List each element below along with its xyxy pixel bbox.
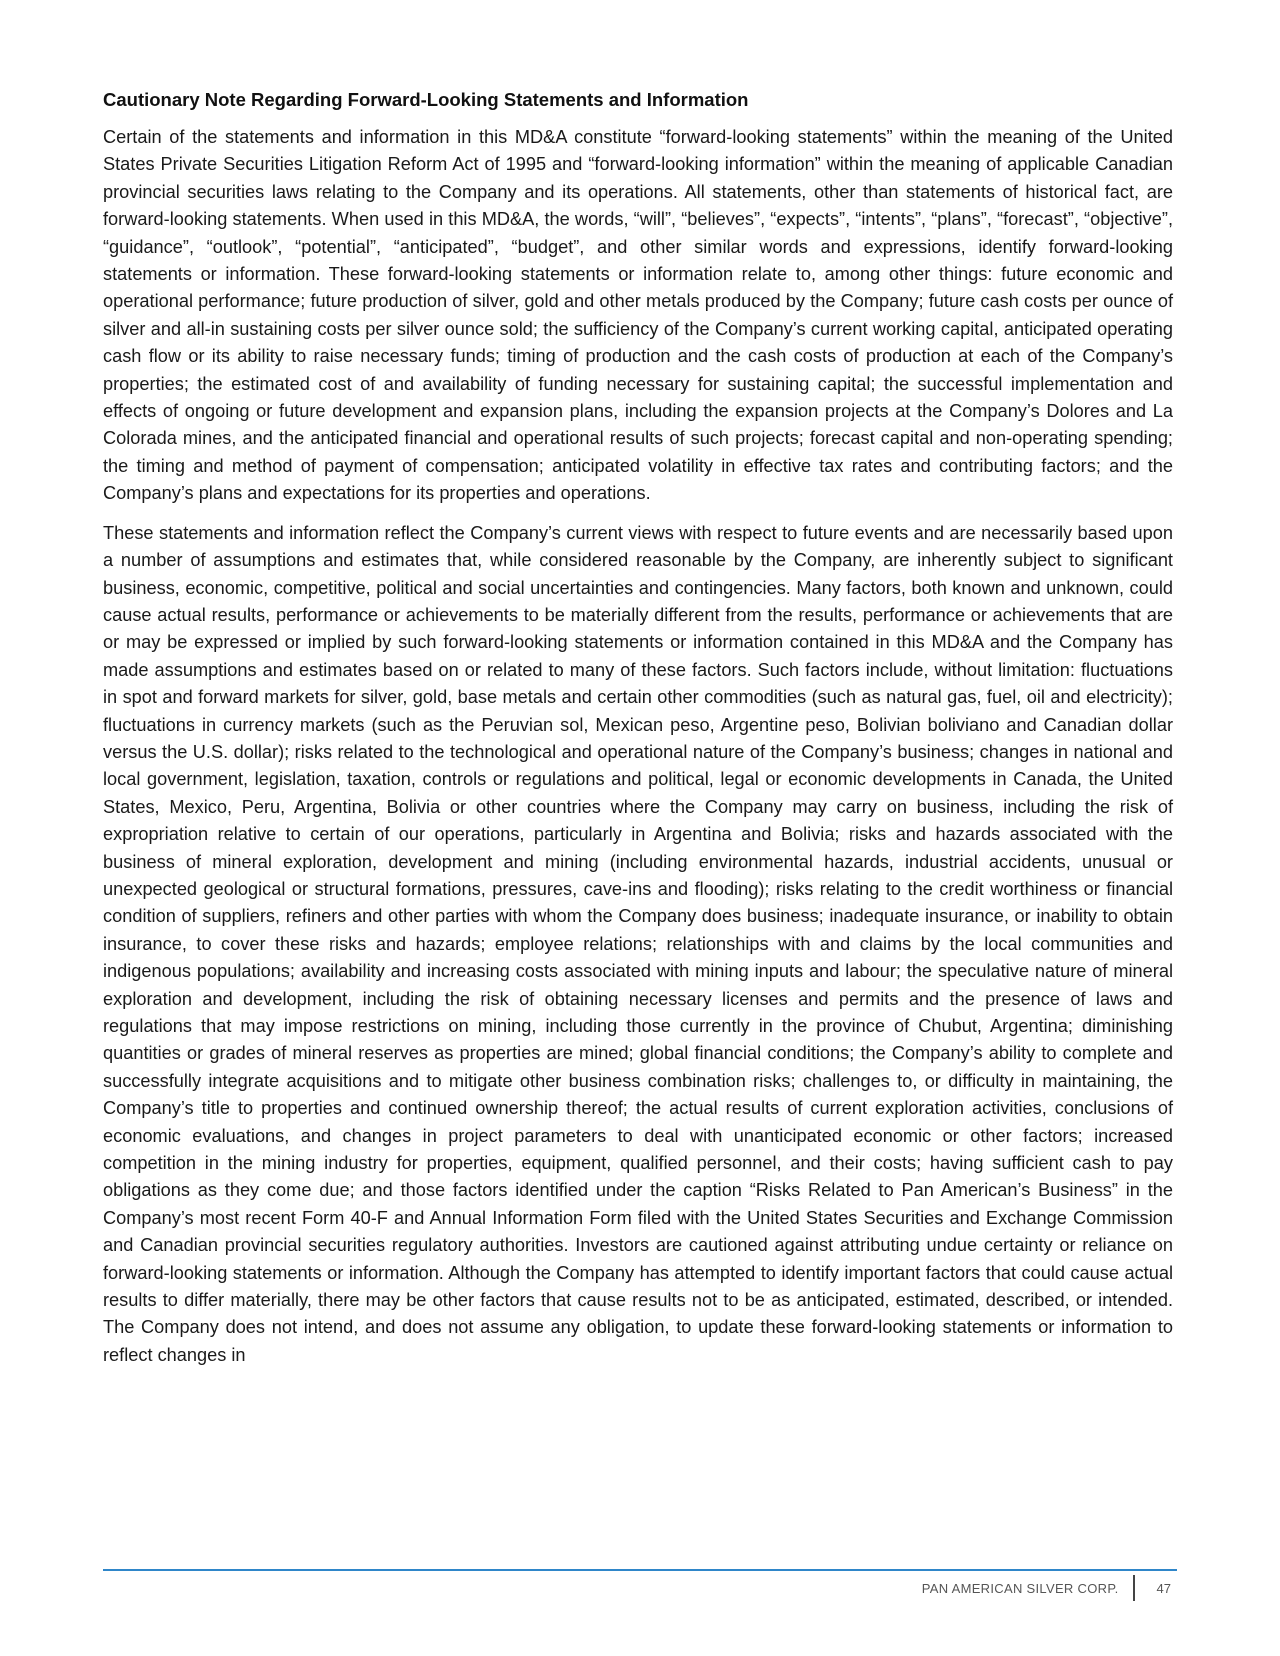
section-heading: Cautionary Note Regarding Forward-Looking Statements and Information [103, 89, 749, 110]
paragraph-forward-looking-definition: Certain of the statements and information in this MD&A constitute “forward-looking statements” within the meaning of the United States Private Securities Litigation Reform Act of 1995 and “forward-looking information” within the meaning of applicable Canadian provincial securities laws relating to the Company and its operations. All statements, other than statements of historical fact, are forward-looking statements. When used in this MD&A, the words, “will”, “believes”, “expects”, “intents”, “plans”, “forecast”, “objective”, “guidance”, “outlook”, “potential”, “anticipated”, “budget”, and other similar words and expressions, identify forward-looking statements or information. These forward-looking statements or information relate to, among other things: future economic and operational performance; future production of silver, gold and other metals produced by the Company; future cash costs per ounce of silver and all-in sustaining costs per silver ounce sold; the sufficiency of the Company’s current working capital, anticipated operating cash flow or its ability to raise necessary funds; timing of production and the cash costs of production at each of the Company’s properties; the estimated cost of and availability of funding necessary for sustaining capital; the successful implementation and effects of ongoing or future development and expansion plans, including the expansion projects at the Company’s Dolores and La Colorada mines, and the anticipated financial and operational results of such projects; forecast capital and non-operating spending; the timing and method of payment of compensation; anticipated volatility in effective tax rates and contributing factors; and the Company’s plans and expectations for its properties and operations. [103, 127, 1173, 504]
footer-company-name: PAN AMERICAN SILVER CORP. [921, 1580, 1119, 1596]
footer-rule [103, 1569, 1177, 1571]
page-number: 47 [1156, 1580, 1171, 1596]
page-footer [922, 1574, 1177, 1602]
document-body [103, 82, 1173, 1381]
paragraph-risk-factors: These statements and information reflect the Company’s current views with respect to future events and are necessarily based upon a number of assumptions and estimates that, while considered reasonable by the Company, are inherently subject to significant business, economic, competitive, political and social uncertainties and contingencies. Many factors, both known and unknown, could cause actual results, performance or achievements to be materially different from the results, performance or achievements that are or may be expressed or implied by such forward-looking statements or information contained in this MD&A and the Company has made assumptions and estimates based on or related to many of these factors. Such factors include, without limitation: fluctuations in spot and forward markets for silver, gold, base metals and certain other commodities (such as natural gas, fuel, oil and electricity); fluctuations in currency markets (such as the Peruvian sol, Mexican peso, Argentine peso, Bolivian boliviano and Canadian dollar versus the U.S. dollar); risks related to the technological and operational nature of the Company’s business; changes in national and local government, legislation, taxation, controls or regulations and political, legal or economic developments in Canada, the United States, Mexico, Peru, Argentina, Bolivia or other countries where the Company may carry on business, including the risk of expropriation relative to certain of our operations, particularly in Argentina and Bolivia; risks and hazards associated with the business of mineral exploration, development and mining (including environmental hazards, industrial accidents, unusual or unexpected geological or structural formations, pressures, cave-ins and flooding); risks relating to the credit worthiness or financial condition of suppliers, refiners and other parties with whom the Company does business; inadequate insurance, or inability to obtain insurance, to cover these risks and hazards; employee relations; relationships with and claims by the local communities and indigenous populations; availability and increasing costs associated with mining inputs and labour; the speculative nature of mineral exploration and development, including the risk of obtaining necessary licenses and permits and the presence of laws and regulations that may impose restrictions on mining, including those currently in the province of Chubut, Argentina; diminishing quantities or grades of mineral reserves as properties are mined; global financial conditions; the Company’s ability to complete and successfully integrate acquisitions and to mitigate other business combination risks; challenges to, or difficulty in maintaining, the Company’s title to properties and continued ownership thereof; the actual results of current exploration activities, conclusions of economic evaluations, and changes in project parameters to deal with unanticipated economic or other factors; increased competition in the mining industry for properties, equipment, qualified personnel, and their costs; having sufficient cash to pay obligations as they come due; and those factors identified under the caption “Risks Related to Pan American’s Business” in the Company’s most recent Form 40-F and Annual Information Form filed with the United States Securities and Exchange Commission and Canadian provincial securities regulatory authorities. Investors are cautioned against attributing undue certainty or reliance on forward-looking statements or information. Although the Company has attempted to identify important factors that could cause actual results to differ materially, there may be other factors that cause results not to be as anticipated, estimated, described, or intended. The Company does not intend, and does not assume any obligation, to update these forward-looking statements or information to reflect changes in [103, 522, 1173, 1365]
